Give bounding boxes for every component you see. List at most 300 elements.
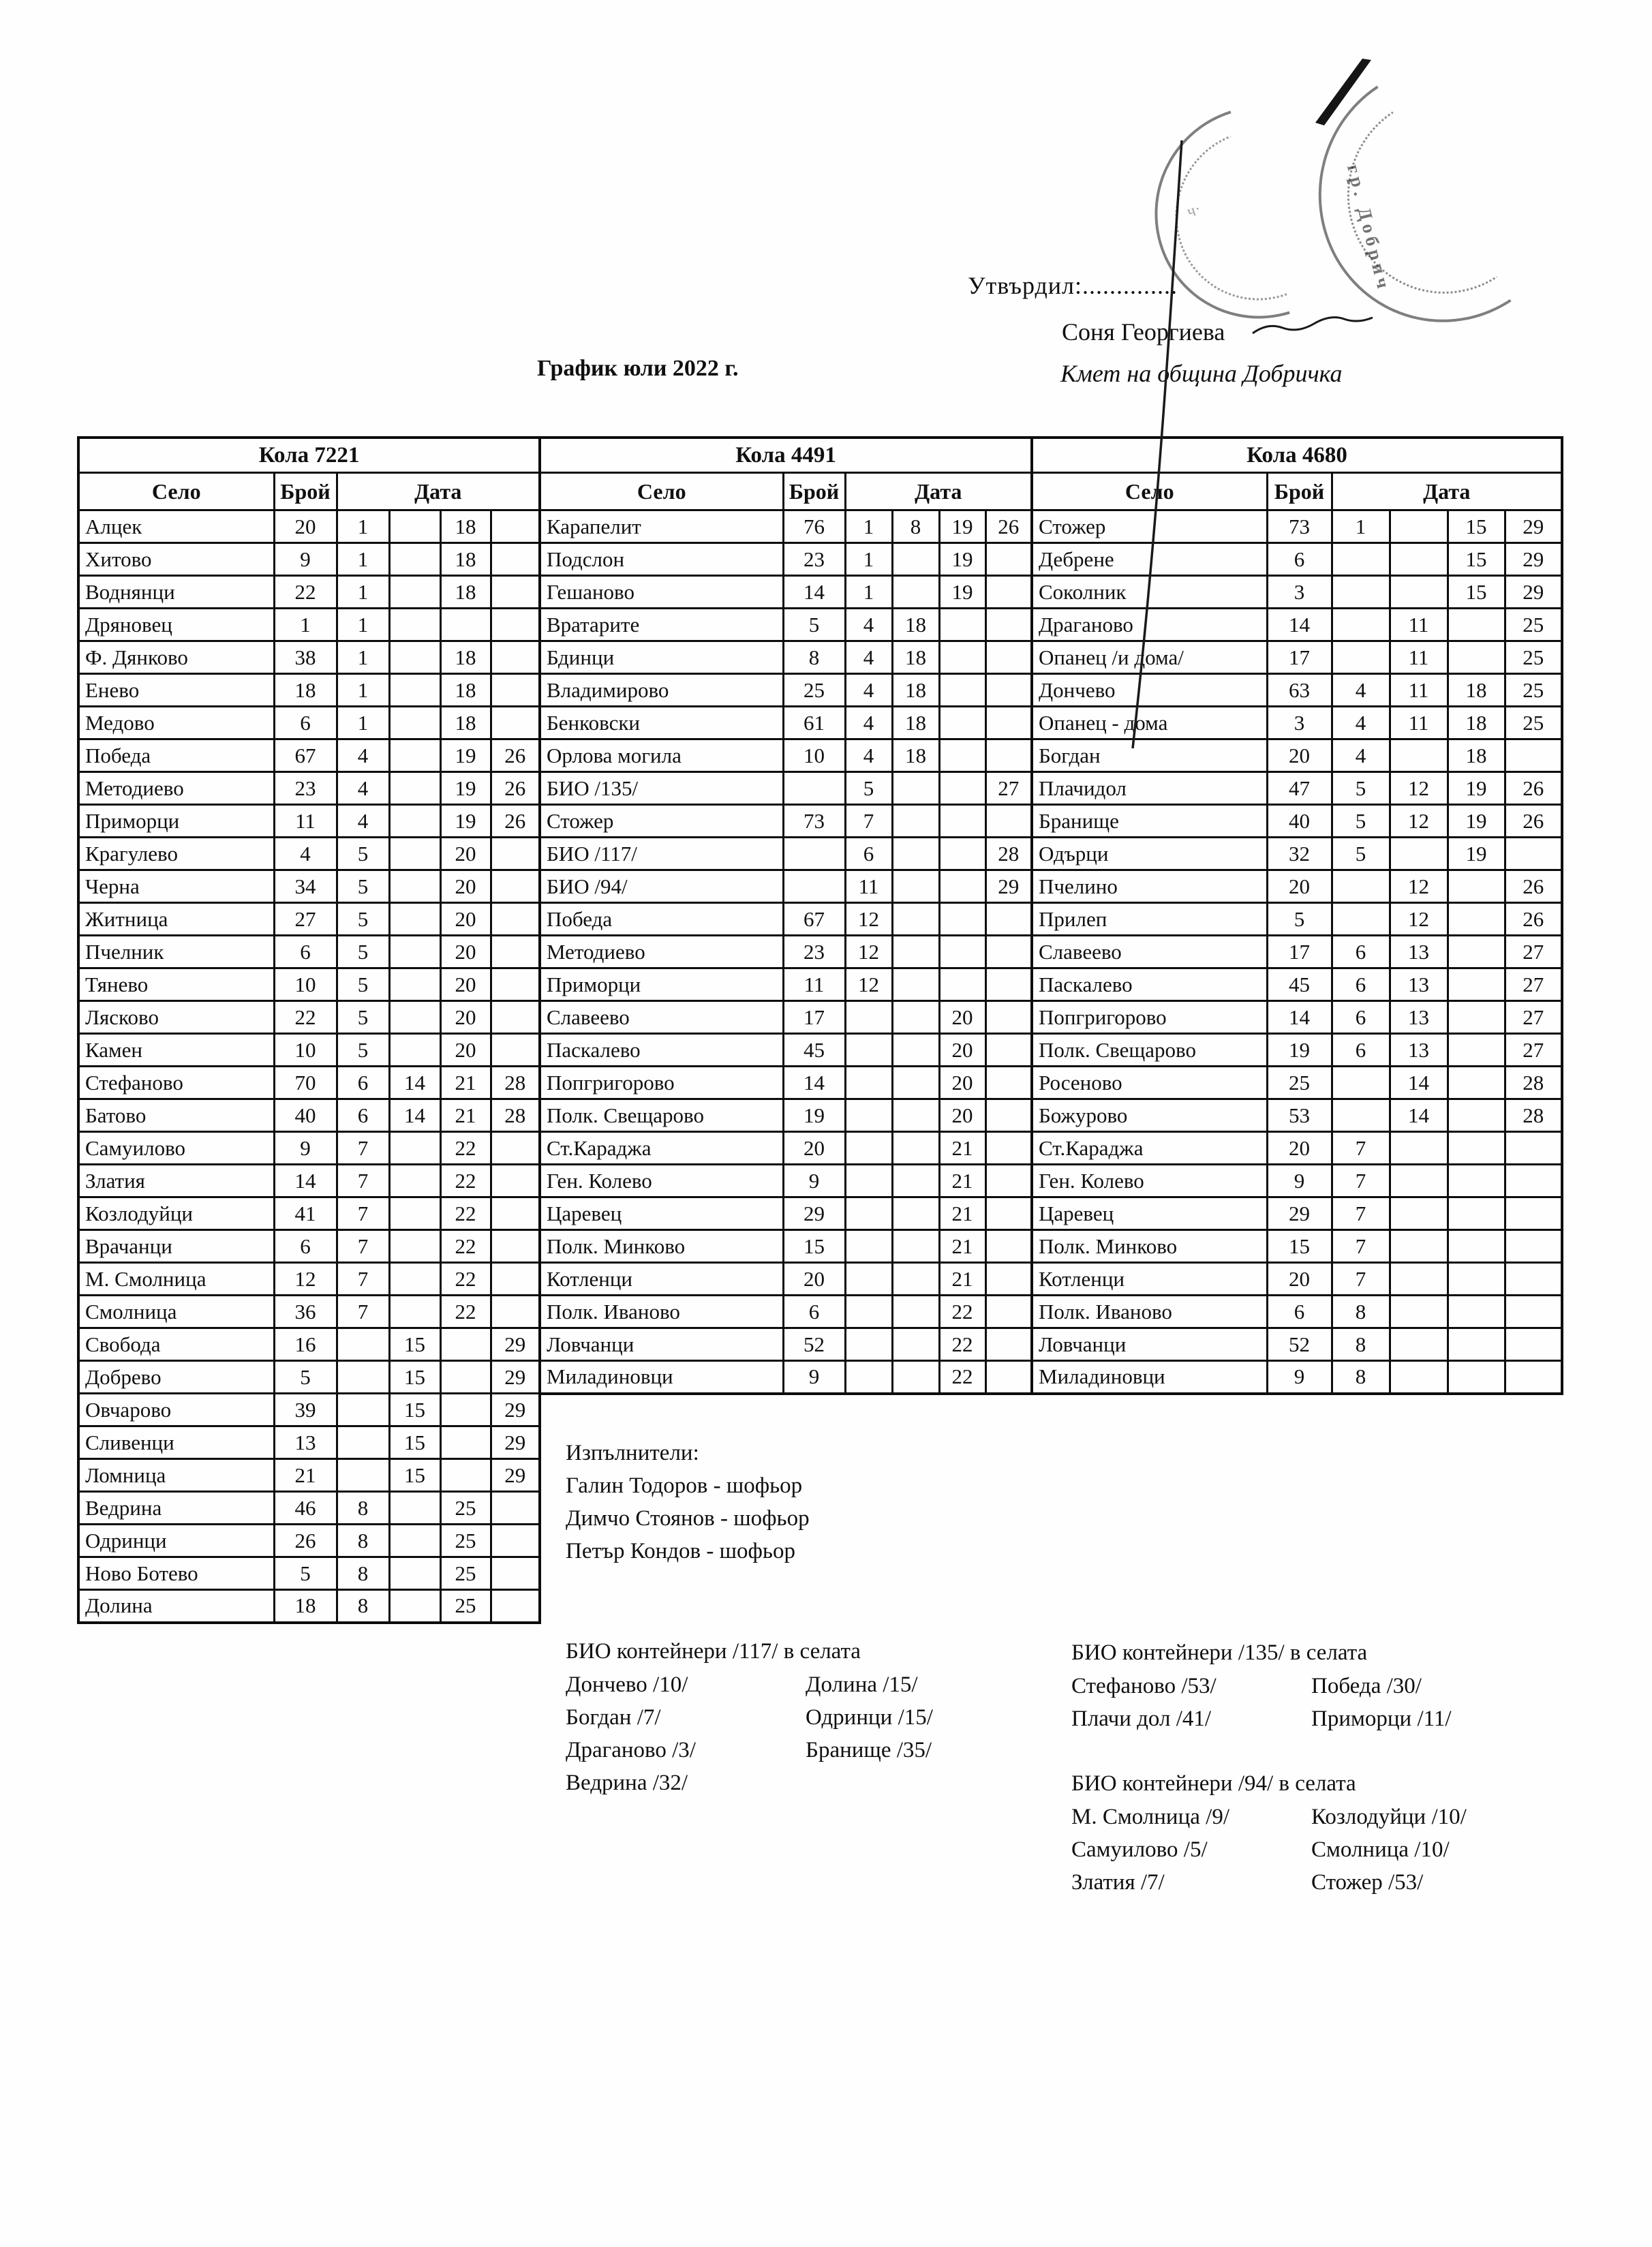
village-cell: Паскалево bbox=[1032, 968, 1267, 1001]
count-cell: 12 bbox=[274, 1263, 337, 1296]
date-cell: 27 bbox=[1505, 1001, 1562, 1034]
date-cell bbox=[985, 1328, 1032, 1361]
village-cell: Приморци bbox=[78, 805, 274, 838]
table-row bbox=[540, 805, 1032, 838]
date-cell bbox=[892, 1034, 939, 1067]
date-cell: 6 bbox=[337, 1067, 389, 1099]
village-cell: Владимирово bbox=[540, 674, 783, 707]
date-cell: 18 bbox=[892, 674, 939, 707]
date-cell bbox=[985, 1197, 1032, 1230]
date-cell: 4 bbox=[337, 772, 389, 805]
date-cell bbox=[1448, 1099, 1505, 1132]
count-cell: 20 bbox=[1267, 1132, 1332, 1165]
date-cell: 4 bbox=[337, 739, 389, 772]
date-cell bbox=[845, 1165, 892, 1197]
table-row bbox=[540, 1197, 1032, 1230]
date-cell: 1 bbox=[1332, 510, 1390, 543]
bio-row bbox=[1071, 1833, 1467, 1866]
date-cell bbox=[491, 1197, 540, 1230]
date-cell: 7 bbox=[1332, 1230, 1390, 1263]
date-cell: 27 bbox=[1505, 936, 1562, 968]
count-cell: 5 bbox=[1267, 903, 1332, 936]
date-cell: 4 bbox=[845, 609, 892, 641]
date-cell bbox=[939, 707, 985, 739]
village-cell: Подслон bbox=[540, 543, 783, 576]
table-row bbox=[78, 1197, 540, 1230]
village-cell: Дряновец bbox=[78, 609, 274, 641]
date-cell: 25 bbox=[440, 1590, 491, 1623]
date-cell: 18 bbox=[892, 707, 939, 739]
count-cell: 52 bbox=[783, 1328, 845, 1361]
date-cell bbox=[491, 1001, 540, 1034]
table-row bbox=[78, 1525, 540, 1557]
table-row bbox=[1032, 1361, 1562, 1394]
date-cell: 12 bbox=[1390, 903, 1448, 936]
executors-block bbox=[566, 1437, 810, 1568]
count-cell: 11 bbox=[783, 968, 845, 1001]
date-cell bbox=[985, 1132, 1032, 1165]
count-cell: 67 bbox=[274, 739, 337, 772]
count-cell: 22 bbox=[274, 1001, 337, 1034]
village-cell: Ново Ботево bbox=[78, 1557, 274, 1590]
date-cell: 7 bbox=[337, 1296, 389, 1328]
table-row bbox=[78, 576, 540, 609]
bio-section-135 bbox=[1071, 1636, 1452, 1735]
bio-village-right: Козлодуйци /10/ bbox=[1311, 1805, 1467, 1829]
date-cell bbox=[389, 1525, 440, 1557]
date-cell bbox=[1332, 641, 1390, 674]
bio-village-left: Дончево /10/ bbox=[566, 1672, 688, 1697]
date-cell bbox=[337, 1394, 389, 1426]
date-cell: 21 bbox=[939, 1197, 985, 1230]
date-cell bbox=[1332, 609, 1390, 641]
count-cell: 26 bbox=[274, 1525, 337, 1557]
schedule-table bbox=[538, 436, 1033, 1395]
date-cell bbox=[389, 805, 440, 838]
village-cell: Ген. Колево bbox=[1032, 1165, 1267, 1197]
table-row bbox=[78, 1165, 540, 1197]
table-row bbox=[1032, 1099, 1562, 1132]
date-cell bbox=[491, 838, 540, 870]
table-row bbox=[78, 1590, 540, 1623]
bio-village-right: Долина /15/ bbox=[806, 1672, 918, 1697]
table-row bbox=[1032, 1132, 1562, 1165]
table-row bbox=[1032, 1001, 1562, 1034]
date-cell: 8 bbox=[337, 1525, 389, 1557]
village-cell: Хитово bbox=[78, 543, 274, 576]
date-cell bbox=[892, 543, 939, 576]
table-row bbox=[1032, 772, 1562, 805]
village-cell: Овчарово bbox=[78, 1394, 274, 1426]
date-cell bbox=[1448, 1328, 1505, 1361]
date-cell bbox=[1448, 609, 1505, 641]
date-cell bbox=[1505, 1296, 1562, 1328]
count-cell: 4 bbox=[274, 838, 337, 870]
village-cell: Методиево bbox=[78, 772, 274, 805]
village-cell: Котленци bbox=[540, 1263, 783, 1296]
count-cell: 3 bbox=[1267, 576, 1332, 609]
executors-title: Изпълнители: bbox=[566, 1441, 699, 1465]
date-cell bbox=[892, 968, 939, 1001]
date-cell: 19 bbox=[939, 510, 985, 543]
date-cell bbox=[389, 1165, 440, 1197]
village-cell: Добрево bbox=[78, 1361, 274, 1394]
count-cell: 25 bbox=[783, 674, 845, 707]
approver-name: Соня Георгиева bbox=[1062, 318, 1225, 346]
date-cell: 26 bbox=[1505, 903, 1562, 936]
date-cell bbox=[892, 1263, 939, 1296]
date-cell: 26 bbox=[491, 805, 540, 838]
date-cell: 11 bbox=[845, 870, 892, 903]
date-cell: 5 bbox=[337, 936, 389, 968]
date-cell: 6 bbox=[1332, 1001, 1390, 1034]
date-cell bbox=[985, 1263, 1032, 1296]
date-cell bbox=[1390, 1361, 1448, 1394]
date-cell: 20 bbox=[939, 1099, 985, 1132]
village-cell: Гешаново bbox=[540, 576, 783, 609]
date-cell: 28 bbox=[491, 1099, 540, 1132]
count-cell: 40 bbox=[274, 1099, 337, 1132]
date-cell bbox=[491, 576, 540, 609]
table-row bbox=[78, 609, 540, 641]
count-cell bbox=[783, 772, 845, 805]
date-cell: 22 bbox=[440, 1230, 491, 1263]
table-row bbox=[1032, 903, 1562, 936]
table-row bbox=[540, 739, 1032, 772]
date-cell: 13 bbox=[1390, 936, 1448, 968]
date-cell bbox=[1332, 870, 1390, 903]
village-cell: БИО /117/ bbox=[540, 838, 783, 870]
count-cell: 19 bbox=[783, 1099, 845, 1132]
date-cell bbox=[491, 870, 540, 903]
table-row bbox=[78, 641, 540, 674]
date-cell: 15 bbox=[389, 1459, 440, 1492]
bio-section-title: БИО контейнери /94/ в селата bbox=[1071, 1771, 1356, 1796]
village-cell: Лясково bbox=[78, 1001, 274, 1034]
date-cell bbox=[491, 609, 540, 641]
date-cell: 11 bbox=[1390, 674, 1448, 707]
village-cell: Камен bbox=[78, 1034, 274, 1067]
date-cell bbox=[845, 1263, 892, 1296]
count-cell: 14 bbox=[783, 576, 845, 609]
date-cell bbox=[1332, 1067, 1390, 1099]
count-cell: 6 bbox=[1267, 1296, 1332, 1328]
date-cell: 21 bbox=[939, 1132, 985, 1165]
count-cell: 17 bbox=[1267, 641, 1332, 674]
table-row bbox=[1032, 707, 1562, 739]
date-cell bbox=[845, 1230, 892, 1263]
village-cell: Котленци bbox=[1032, 1263, 1267, 1296]
date-cell bbox=[1332, 1099, 1390, 1132]
village-cell: Попгригорово bbox=[540, 1067, 783, 1099]
count-cell: 20 bbox=[783, 1132, 845, 1165]
table-row bbox=[78, 1001, 540, 1034]
date-cell: 29 bbox=[1505, 510, 1562, 543]
date-cell bbox=[491, 1263, 540, 1296]
village-cell: Пчелник bbox=[78, 936, 274, 968]
date-cell: 22 bbox=[939, 1328, 985, 1361]
date-cell: 7 bbox=[1332, 1263, 1390, 1296]
date-cell bbox=[491, 1034, 540, 1067]
date-cell bbox=[845, 1067, 892, 1099]
date-cell bbox=[491, 510, 540, 543]
column-header-count: Брой bbox=[274, 473, 337, 510]
bio-row bbox=[1071, 1670, 1452, 1702]
count-cell: 20 bbox=[783, 1263, 845, 1296]
date-cell: 28 bbox=[1505, 1067, 1562, 1099]
village-cell: Божурово bbox=[1032, 1099, 1267, 1132]
count-cell bbox=[783, 870, 845, 903]
date-cell: 26 bbox=[985, 510, 1032, 543]
date-cell: 19 bbox=[939, 576, 985, 609]
count-cell: 41 bbox=[274, 1197, 337, 1230]
date-cell bbox=[1390, 1165, 1448, 1197]
executor-item: Петър Кондов - шофьор bbox=[566, 1539, 795, 1563]
date-cell bbox=[337, 1459, 389, 1492]
count-cell: 20 bbox=[274, 510, 337, 543]
round-stamp-left bbox=[1118, 69, 1403, 356]
table-row bbox=[78, 772, 540, 805]
count-cell: 47 bbox=[1267, 772, 1332, 805]
date-cell bbox=[845, 1361, 892, 1394]
table-row bbox=[78, 510, 540, 543]
date-cell bbox=[1448, 1132, 1505, 1165]
date-cell: 21 bbox=[440, 1067, 491, 1099]
count-cell: 18 bbox=[274, 674, 337, 707]
date-cell bbox=[491, 903, 540, 936]
date-cell: 22 bbox=[440, 1296, 491, 1328]
date-cell bbox=[389, 1590, 440, 1623]
date-cell: 19 bbox=[939, 543, 985, 576]
date-cell: 19 bbox=[1448, 772, 1505, 805]
date-cell: 21 bbox=[939, 1263, 985, 1296]
count-cell: 53 bbox=[1267, 1099, 1332, 1132]
bio-village-right: Стожер /53/ bbox=[1311, 1870, 1424, 1895]
table-row bbox=[78, 1426, 540, 1459]
date-cell: 1 bbox=[337, 707, 389, 739]
date-cell: 7 bbox=[337, 1132, 389, 1165]
date-cell bbox=[939, 838, 985, 870]
table-row bbox=[1032, 1034, 1562, 1067]
date-cell: 25 bbox=[440, 1492, 491, 1525]
village-cell: Стефаново bbox=[78, 1067, 274, 1099]
count-cell: 45 bbox=[783, 1034, 845, 1067]
village-cell: Дончево bbox=[1032, 674, 1267, 707]
table-row bbox=[78, 903, 540, 936]
date-cell: 14 bbox=[389, 1099, 440, 1132]
date-cell: 18 bbox=[1448, 707, 1505, 739]
date-cell bbox=[389, 936, 440, 968]
bio-village-left: Самуилово /5/ bbox=[1071, 1837, 1208, 1862]
date-cell bbox=[939, 739, 985, 772]
date-cell: 20 bbox=[939, 1034, 985, 1067]
table-row bbox=[540, 609, 1032, 641]
column-header-village: Село bbox=[78, 473, 274, 510]
village-cell: Царевец bbox=[1032, 1197, 1267, 1230]
count-cell: 39 bbox=[274, 1394, 337, 1426]
count-cell: 36 bbox=[274, 1296, 337, 1328]
village-cell: Полк. Свещарово bbox=[540, 1099, 783, 1132]
count-cell: 9 bbox=[783, 1361, 845, 1394]
date-cell: 26 bbox=[1505, 805, 1562, 838]
date-cell bbox=[985, 1099, 1032, 1132]
village-cell: Полк. Свещарово bbox=[1032, 1034, 1267, 1067]
date-cell bbox=[1448, 968, 1505, 1001]
date-cell: 7 bbox=[1332, 1165, 1390, 1197]
count-cell: 14 bbox=[1267, 609, 1332, 641]
village-cell: Паскалево bbox=[540, 1034, 783, 1067]
village-cell: Победа bbox=[540, 903, 783, 936]
count-cell: 46 bbox=[274, 1492, 337, 1525]
date-cell: 4 bbox=[845, 739, 892, 772]
date-cell bbox=[845, 1099, 892, 1132]
village-cell: Воднянци bbox=[78, 576, 274, 609]
date-cell: 25 bbox=[1505, 674, 1562, 707]
date-cell bbox=[1332, 903, 1390, 936]
date-cell: 15 bbox=[1448, 510, 1505, 543]
table-row bbox=[540, 674, 1032, 707]
village-cell: Соколник bbox=[1032, 576, 1267, 609]
date-cell: 29 bbox=[985, 870, 1032, 903]
village-cell: Тянево bbox=[78, 968, 274, 1001]
date-cell: 29 bbox=[491, 1426, 540, 1459]
date-cell: 20 bbox=[440, 838, 491, 870]
date-cell: 7 bbox=[845, 805, 892, 838]
village-cell: Плачидол bbox=[1032, 772, 1267, 805]
date-cell bbox=[491, 1165, 540, 1197]
village-cell: Батово bbox=[78, 1099, 274, 1132]
bio-row bbox=[566, 1668, 933, 1701]
count-cell: 70 bbox=[274, 1067, 337, 1099]
date-cell: 19 bbox=[440, 805, 491, 838]
date-cell bbox=[1332, 576, 1390, 609]
bio-village-left: Златия /7/ bbox=[1071, 1870, 1165, 1895]
table-row bbox=[78, 1230, 540, 1263]
date-cell: 18 bbox=[1448, 674, 1505, 707]
date-cell: 7 bbox=[337, 1197, 389, 1230]
date-cell bbox=[985, 936, 1032, 968]
date-cell: 14 bbox=[1390, 1067, 1448, 1099]
table-row bbox=[78, 1263, 540, 1296]
village-cell: Сливенци bbox=[78, 1426, 274, 1459]
village-cell: БИО /135/ bbox=[540, 772, 783, 805]
date-cell bbox=[389, 1230, 440, 1263]
date-cell bbox=[389, 1132, 440, 1165]
approval-label: Утвърдил:.............. bbox=[968, 272, 1178, 299]
date-cell bbox=[389, 870, 440, 903]
date-cell bbox=[892, 1001, 939, 1034]
date-cell: 7 bbox=[1332, 1132, 1390, 1165]
date-cell bbox=[440, 609, 491, 641]
date-cell: 28 bbox=[491, 1067, 540, 1099]
bio-village-right: Приморци /11/ bbox=[1311, 1707, 1452, 1731]
table-row bbox=[540, 772, 1032, 805]
date-cell bbox=[491, 1132, 540, 1165]
date-cell bbox=[491, 1590, 540, 1623]
date-cell: 11 bbox=[1390, 609, 1448, 641]
date-cell bbox=[892, 1361, 939, 1394]
executor-item: Галин Тодоров - шофьор bbox=[566, 1473, 803, 1498]
date-cell bbox=[440, 1394, 491, 1426]
count-cell: 5 bbox=[274, 1557, 337, 1590]
count-cell: 32 bbox=[1267, 838, 1332, 870]
table-row bbox=[1032, 1067, 1562, 1099]
date-cell: 15 bbox=[389, 1426, 440, 1459]
schedule-table bbox=[77, 436, 541, 1624]
date-cell bbox=[985, 1361, 1032, 1394]
date-cell: 1 bbox=[337, 576, 389, 609]
date-cell: 4 bbox=[845, 641, 892, 674]
date-cell: 18 bbox=[440, 543, 491, 576]
village-cell: Ломница bbox=[78, 1459, 274, 1492]
count-cell: 5 bbox=[274, 1361, 337, 1394]
column-header-village: Село bbox=[1032, 473, 1267, 510]
stamp-text: гр. Добрич bbox=[1343, 162, 1395, 294]
count-cell: 1 bbox=[274, 609, 337, 641]
date-cell: 5 bbox=[845, 772, 892, 805]
date-cell bbox=[440, 1361, 491, 1394]
table-row bbox=[540, 1067, 1032, 1099]
date-cell bbox=[985, 968, 1032, 1001]
date-cell bbox=[985, 1230, 1032, 1263]
table-row bbox=[540, 543, 1032, 576]
date-cell: 22 bbox=[939, 1296, 985, 1328]
village-cell: Козлодуйци bbox=[78, 1197, 274, 1230]
village-cell: Стожер bbox=[540, 805, 783, 838]
date-cell bbox=[1448, 870, 1505, 903]
date-cell bbox=[389, 609, 440, 641]
date-cell bbox=[440, 1426, 491, 1459]
date-cell: 29 bbox=[491, 1394, 540, 1426]
date-cell: 21 bbox=[939, 1230, 985, 1263]
table-row bbox=[1032, 510, 1562, 543]
date-cell bbox=[1390, 1296, 1448, 1328]
table-row bbox=[78, 1296, 540, 1328]
date-cell: 20 bbox=[440, 870, 491, 903]
date-cell bbox=[892, 1132, 939, 1165]
table-row bbox=[540, 1132, 1032, 1165]
village-cell: Славеево bbox=[1032, 936, 1267, 968]
date-cell bbox=[1505, 1263, 1562, 1296]
date-cell: 19 bbox=[1448, 838, 1505, 870]
date-cell: 4 bbox=[845, 674, 892, 707]
village-cell: Карапелит bbox=[540, 510, 783, 543]
village-cell: Бенковски bbox=[540, 707, 783, 739]
count-cell: 11 bbox=[274, 805, 337, 838]
date-cell: 27 bbox=[985, 772, 1032, 805]
date-cell bbox=[939, 805, 985, 838]
count-cell: 73 bbox=[1267, 510, 1332, 543]
bio-village-right: Одринци /15/ bbox=[806, 1705, 933, 1730]
date-cell: 20 bbox=[440, 936, 491, 968]
village-cell: Медово bbox=[78, 707, 274, 739]
date-cell: 26 bbox=[491, 739, 540, 772]
table-row bbox=[78, 1099, 540, 1132]
date-cell bbox=[389, 543, 440, 576]
table-row bbox=[78, 968, 540, 1001]
table-row bbox=[78, 805, 540, 838]
date-cell: 27 bbox=[1505, 1034, 1562, 1067]
count-cell: 9 bbox=[783, 1165, 845, 1197]
village-cell: Черна bbox=[78, 870, 274, 903]
bio-section-117 bbox=[566, 1634, 933, 1799]
date-cell: 28 bbox=[1505, 1099, 1562, 1132]
date-cell bbox=[1448, 936, 1505, 968]
table-row bbox=[1032, 1263, 1562, 1296]
village-cell: БИО /94/ bbox=[540, 870, 783, 903]
date-cell: 22 bbox=[939, 1361, 985, 1394]
date-cell: 15 bbox=[389, 1328, 440, 1361]
